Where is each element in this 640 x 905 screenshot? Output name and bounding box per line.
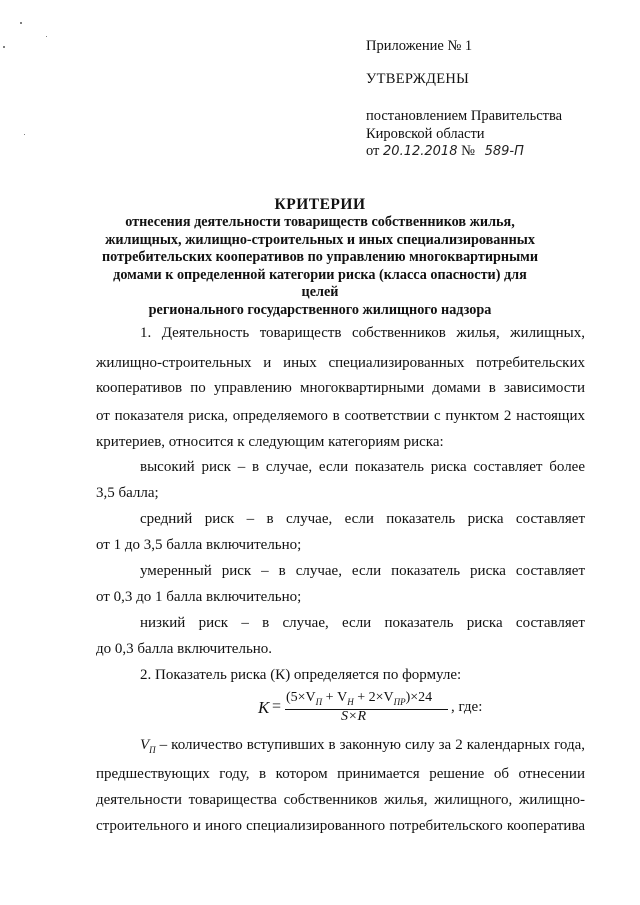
risk-high: высокий риск – в случае, если показатель риска составляет более [140, 459, 585, 475]
document-subtitle [100, 214, 540, 320]
body-line: 1. Деятельность товариществ собственников жилья, жилищных, [140, 325, 585, 341]
subtitle-line: жилищных, жилищно-строительных и иных специализированных [105, 231, 535, 248]
definition-line [140, 737, 585, 755]
formula-term: + 2×V [353, 690, 394, 705]
decree-number: 589-П [484, 144, 524, 159]
formula-numerator [286, 690, 432, 707]
formula-where: , где: [451, 699, 483, 715]
document-title: КРИТЕРИИ [274, 196, 366, 213]
formula-term: + V [322, 690, 348, 705]
decree-number-label: № [461, 143, 475, 159]
decree-date: 20.12.2018 [383, 144, 458, 159]
definition-line: строительного и иного специализированного потребительского кооператива [96, 818, 585, 834]
scan-speck [20, 22, 22, 24]
scan-speck [3, 46, 5, 48]
formula-equals: = [272, 698, 282, 715]
risk-moderate-cont: от 0,3 до 1 балла включительно; [96, 589, 302, 605]
definition-line: деятельности товарищества собственников жилья, жилищного, жилищно- [96, 792, 585, 808]
formula-lhs: K [258, 698, 270, 717]
formula-subscript: ПР [393, 696, 406, 707]
decree-date-line [366, 143, 562, 161]
decree-from: от [366, 143, 380, 159]
decree-line: Кировской области [366, 125, 485, 142]
risk-high-cont: 3,5 балла; [96, 485, 159, 501]
subtitle-line: отнесения деятельности товариществ собственников жилья, [125, 214, 515, 230]
formula-subscript: Н [347, 696, 354, 707]
formula-subscript: П [315, 696, 323, 707]
definition-symbol: V [140, 737, 150, 753]
body-line: критериев, относится к следующим категориям риска: [96, 434, 444, 450]
appendix-label: Приложение № 1 [366, 38, 473, 54]
risk-low-cont: до 0,3 балла включительно. [96, 641, 273, 657]
subtitle-line: домами к определенной категории риска (класса опасности) для целей [113, 266, 527, 301]
fraction-bar [285, 709, 448, 710]
formula-denominator: S×R [341, 709, 366, 724]
risk-formula [258, 690, 483, 726]
risk-medium-cont: от 1 до 3,5 балла включительно; [96, 537, 302, 553]
risk-moderate: умеренный риск – в случае, если показатель риска составляет [140, 563, 585, 579]
subtitle-line: регионального государственного жилищного надзора [148, 301, 492, 318]
definition-line: предшествующих году, в котором принимается решение об отнесении [96, 766, 585, 782]
body-line: жилищно-строительных и иных специализированных потребительских [96, 355, 585, 371]
formula-term: (5×V [286, 690, 316, 705]
scan-speck [46, 36, 47, 37]
scan-speck [24, 134, 25, 135]
formula-intro: 2. Показатель риска (К) определяется по формуле: [140, 667, 462, 683]
decree-reference [366, 108, 562, 161]
definition-text: – количество вступивших в законную силу за 2 календарных года, [155, 737, 585, 753]
subtitle-line: потребительских кооперативов по управлению многоквартирными [101, 249, 539, 266]
risk-medium: средний риск – в случае, если показатель риска составляет [140, 511, 585, 527]
definition-symbol-sub: П [149, 745, 156, 755]
approved-label: УТВЕРЖДЕНЫ [366, 71, 470, 87]
body-line: от показателя риска, определяемого в соответствии с пунктом 2 настоящих [96, 408, 585, 424]
formula-term: )×24 [405, 690, 433, 705]
risk-low: низкий риск – в случае, если показатель риска составляет [140, 615, 585, 631]
body-line: кооперативов по управлению многоквартирными домами в зависимости [96, 380, 585, 396]
decree-line: постановлением Правительства [366, 108, 563, 124]
